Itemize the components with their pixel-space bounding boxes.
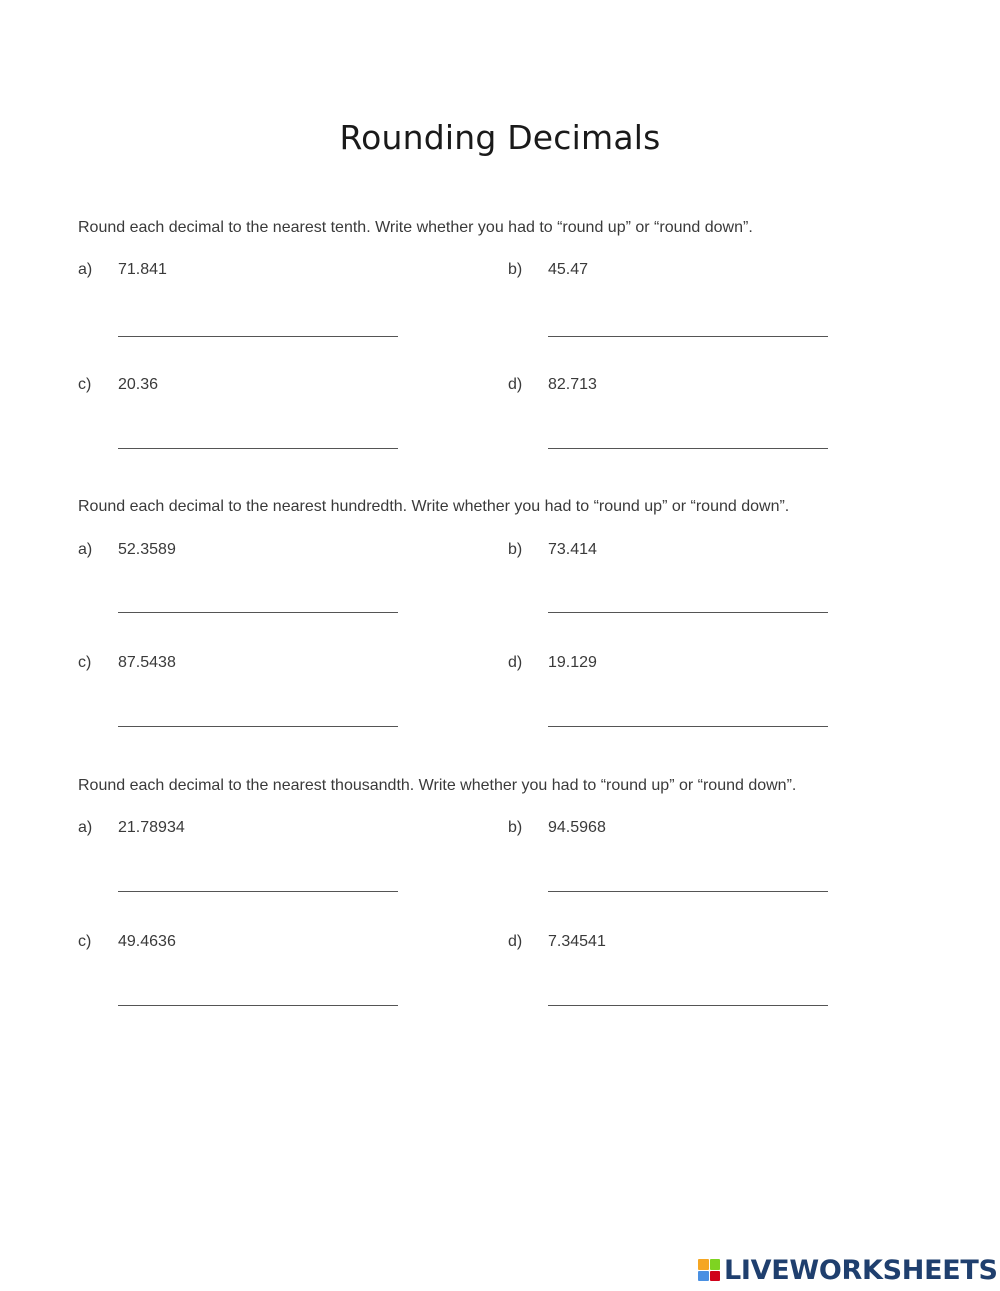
question-label: c) xyxy=(78,376,92,393)
logo-square-icon xyxy=(710,1259,721,1270)
section-instruction: Round each decimal to the nearest tenth. Write whether you had to “round up” or “round down”. xyxy=(78,219,753,236)
answer-input[interactable] xyxy=(118,726,398,727)
question-value: 49.4636 xyxy=(118,933,176,950)
question-label: d) xyxy=(508,933,523,950)
question-label: b) xyxy=(508,541,523,558)
section-instruction: Round each decimal to the nearest thousandth. Write whether you had to “round up” or “round down”. xyxy=(78,777,797,794)
question-value: 82.713 xyxy=(548,376,597,393)
question-label: a) xyxy=(78,819,93,836)
question-value: 71.841 xyxy=(118,261,167,278)
question-label: b) xyxy=(508,261,523,278)
section-instruction: Round each decimal to the nearest hundredth. Write whether you had to “round up” or “round down”. xyxy=(78,498,790,515)
question-label: d) xyxy=(508,376,523,393)
question-value: 21.78934 xyxy=(118,819,185,836)
logo-square-icon xyxy=(698,1259,709,1270)
question-value: 19.129 xyxy=(548,654,597,671)
answer-input[interactable] xyxy=(118,448,398,449)
answer-input[interactable] xyxy=(548,612,828,613)
question-value: 7.34541 xyxy=(548,933,606,950)
answer-input[interactable] xyxy=(548,726,828,727)
question-label: d) xyxy=(508,654,523,671)
question-label: c) xyxy=(78,933,92,950)
logo-square-icon xyxy=(698,1271,709,1282)
question-value: 94.5968 xyxy=(548,819,606,836)
answer-input[interactable] xyxy=(548,891,828,892)
question-label: a) xyxy=(78,541,93,558)
answer-input[interactable] xyxy=(118,336,398,337)
question-label: c) xyxy=(78,654,92,671)
answer-input[interactable] xyxy=(118,1005,398,1006)
liveworksheets-logo-icon xyxy=(698,1259,720,1281)
question-label: b) xyxy=(508,819,523,836)
logo-square-icon xyxy=(710,1271,721,1282)
answer-input[interactable] xyxy=(118,612,398,613)
logo-text: LIVEWORKSHEETS xyxy=(724,1254,998,1286)
question-value: 20.36 xyxy=(118,376,159,393)
page-title: Rounding Decimals xyxy=(339,118,661,157)
answer-input[interactable] xyxy=(548,1005,828,1006)
answer-input[interactable] xyxy=(118,891,398,892)
answer-input[interactable] xyxy=(548,448,828,449)
answer-input[interactable] xyxy=(548,336,828,337)
question-value: 73.414 xyxy=(548,541,597,558)
question-value: 52.3589 xyxy=(118,541,176,558)
question-value: 45.47 xyxy=(548,261,589,278)
question-value: 87.5438 xyxy=(118,654,176,671)
question-label: a) xyxy=(78,261,93,278)
liveworksheets-logo[interactable] xyxy=(698,1254,998,1286)
